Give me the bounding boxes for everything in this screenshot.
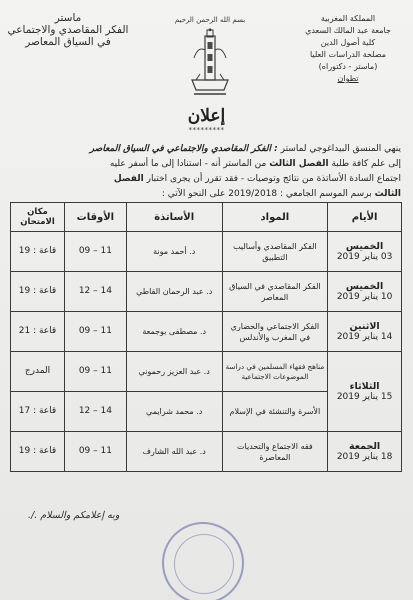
teacher-cell: د. مصطفى بوجمعة	[126, 312, 222, 352]
table-row	[11, 272, 402, 312]
subject-cell: الفكر المقاصدي وأساليب التطبيق	[222, 232, 328, 272]
table-row	[11, 312, 402, 352]
university-emblem-icon	[188, 28, 232, 98]
day-cell: الجمعة 18 يناير 2019	[328, 432, 402, 472]
subject-cell: مناهج فقهاء المسلمين في دراسة الموضوعات الاجتماعية	[222, 352, 328, 392]
day-cell: الخميس 03 يناير 2019	[328, 232, 402, 272]
table-header-row	[11, 203, 402, 232]
closing-line: وبه إعلامكم والسلام ./.	[28, 510, 120, 521]
room-cell: قاعة : 19	[11, 432, 65, 472]
stamp-inner-ring	[174, 534, 234, 594]
header-line: (ماستر - دكتوراه)	[318, 62, 378, 71]
subject-cell: الفكر الاجتماعي والحضاري في المغرب والأندلس	[222, 312, 328, 352]
column-header-subjects: المواد	[222, 203, 328, 232]
announcement-line: الثالث برسم الموسم الجامعي : 2019/2018 على النحو الآتي :	[161, 189, 401, 199]
time-cell: 09 – 11	[64, 432, 126, 472]
column-header-days: الأيام	[328, 203, 402, 232]
header-line: الفكر المقاصدي والاجتماعي	[7, 24, 129, 36]
official-stamp	[162, 522, 244, 600]
header-line: المملكة المغربية	[320, 14, 376, 23]
column-header-times: الأوقات	[64, 203, 126, 232]
program-header	[4, 12, 132, 48]
announcement-line: ينهي المنسق البيداغوجي لماستر : الفكر المقاصدي والاجتماعي في السياق المعاصر	[89, 144, 401, 154]
teacher-cell: د. عبد الله الشارف	[126, 432, 222, 472]
room-cell: قاعة : 19	[11, 232, 65, 272]
room-cell: قاعة : 19	[11, 272, 65, 312]
room-cell: المدرج	[11, 352, 65, 392]
header-line: ماستر	[54, 12, 82, 24]
institution-header	[289, 13, 407, 85]
basmala: بسم الله الرحمن الرحيم	[174, 16, 246, 24]
subject-cell: فقه الاجتماع والتحديات المعاصرة	[222, 432, 328, 472]
column-header-room: مكان الامتحان	[11, 203, 65, 232]
teacher-cell: د. عبد الرحمان القاطي	[126, 272, 222, 312]
announcement-line: اجتماع السادة الأساتذة من نتائج وتوصيات - فقد تقرر أن يجرى اختبار الفصل	[113, 174, 401, 184]
time-cell: 09 – 11	[64, 352, 126, 392]
column-header-teachers: الأساتذة	[126, 203, 222, 232]
exam-schedule-table	[10, 202, 402, 472]
table-row	[11, 232, 402, 272]
time-cell: 12 – 14	[64, 272, 126, 312]
teacher-cell: د. أحمد مونة	[126, 232, 222, 272]
room-cell: قاعة : 17	[11, 392, 65, 432]
day-cell: الخميس 10 يناير 2019	[328, 272, 402, 312]
teacher-cell: د. عبد العزيز رحموني	[126, 352, 222, 392]
header-line: في السياق المعاصر	[25, 36, 111, 48]
subject-cell: الفكر المقاصدي في السياق المعاصر	[222, 272, 328, 312]
room-cell: قاعة : 21	[11, 312, 65, 352]
announcement-title: إعلان	[187, 106, 226, 126]
table-row	[11, 352, 402, 392]
subject-cell: الأسرة والتنشئة في الإسلام	[222, 392, 328, 432]
header-line: كلية أصول الدين	[320, 38, 376, 47]
time-cell: 12 – 14	[64, 392, 126, 432]
announcement-line: إلى علم كافة طلبة الفصل الثالث من الماستر أنه - استنادا إلى ما أسفر عليه	[109, 159, 401, 169]
table-row	[11, 432, 402, 472]
teacher-cell: د. محمد شرايمي	[126, 392, 222, 432]
time-cell: 09 – 11	[64, 232, 126, 272]
title-divider: *********	[188, 126, 225, 134]
time-cell: 09 – 11	[64, 312, 126, 352]
header-line: مصلحة الدراسات العليا	[309, 50, 387, 59]
day-cell: الثلاثاء 15 يناير 2019	[328, 352, 402, 432]
header-line: تطوان	[337, 74, 359, 83]
header-line: جامعة عبد المالك السعدي	[305, 26, 391, 35]
day-cell: الاثنين 14 يناير 2019	[328, 312, 402, 352]
